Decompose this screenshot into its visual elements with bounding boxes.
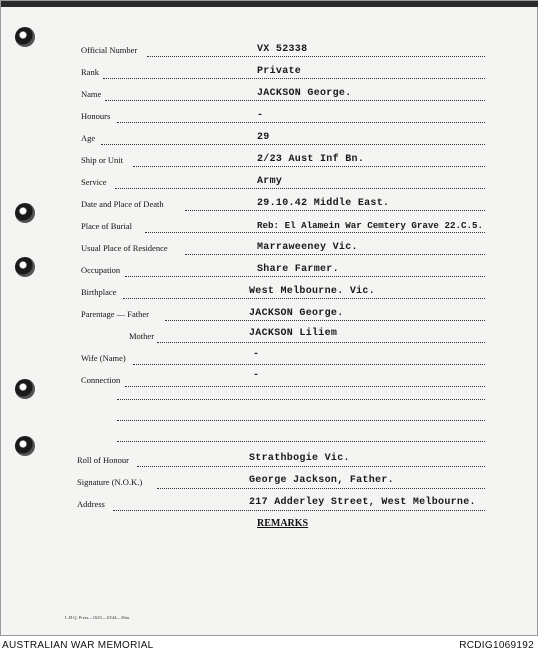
- field-place-of-burial: [1, 221, 538, 237]
- field-value: JACKSON George.: [257, 88, 352, 99]
- field-value: West Melbourne. Vic.: [249, 286, 376, 297]
- field-label: Parentage — Father: [81, 309, 149, 319]
- field-address: [1, 499, 538, 515]
- field-value: VX 52338: [257, 44, 308, 55]
- scan-top-edge: [1, 1, 538, 7]
- field-label: Name: [81, 89, 102, 99]
- leader-dots: [137, 466, 485, 467]
- leader-dots: [147, 56, 485, 57]
- field-label: Ship or Unit: [81, 155, 124, 165]
- leader-dots: [105, 100, 485, 101]
- field-name: [1, 89, 538, 105]
- field-value: 29.10.42 Middle East.: [257, 198, 390, 209]
- leader-dots: [145, 232, 485, 233]
- field-label: Official Number: [81, 45, 138, 55]
- field-label: Age: [81, 133, 96, 143]
- field-value: Strathbogie Vic.: [249, 453, 350, 464]
- field-label: Occupation: [81, 265, 121, 275]
- field-label: Date and Place of Death: [81, 199, 164, 209]
- footer-institution: AUSTRALIAN WAR MEMORIAL: [2, 640, 154, 651]
- blank-line: [117, 399, 485, 400]
- field-label: Birthplace: [81, 287, 117, 297]
- field-value: Private: [257, 66, 302, 77]
- field-service: [1, 177, 538, 193]
- punch-hole-icon: [15, 436, 35, 456]
- field-value: 29: [257, 132, 270, 143]
- field-value: JACKSON George.: [249, 308, 344, 319]
- field-value: -: [253, 349, 260, 360]
- print-note: L.H.Q. Press—1625—10/44—30m.: [65, 615, 131, 620]
- field-honours: [1, 111, 538, 127]
- remarks-heading: REMARKS: [257, 518, 309, 529]
- field-label: Usual Place of Residence: [81, 243, 168, 253]
- field-occupation: [1, 265, 538, 281]
- field-signature: [1, 477, 538, 493]
- field-label: Place of Burial: [81, 221, 132, 231]
- leader-dots: [113, 510, 485, 511]
- field-label: Service: [81, 177, 107, 187]
- leader-dots: [185, 254, 485, 255]
- leader-dots: [101, 144, 485, 145]
- field-value: -: [257, 110, 264, 121]
- leader-dots: [125, 276, 485, 277]
- leader-dots: [157, 342, 485, 343]
- blank-line: [117, 441, 485, 442]
- leader-dots: [123, 298, 485, 299]
- field-label: Honours: [81, 111, 111, 121]
- leader-dots: [133, 166, 485, 167]
- leader-dots: [165, 320, 485, 321]
- field-official-number: [1, 45, 538, 61]
- leader-dots: [185, 210, 485, 211]
- field-connection: [1, 370, 538, 391]
- field-date-place-of-death: [1, 199, 538, 215]
- field-label: Address: [77, 499, 105, 509]
- field-usual-residence: [1, 243, 538, 259]
- field-label: Rank: [81, 67, 99, 77]
- field-birthplace: [1, 287, 538, 303]
- field-wife: [1, 349, 538, 369]
- field-label: Wife (Name): [81, 353, 126, 363]
- field-label: Signature (N.O.K.): [77, 477, 143, 487]
- leader-dots: [157, 488, 485, 489]
- field-parentage-mother: [1, 328, 538, 347]
- leader-dots: [133, 364, 485, 365]
- field-rank: [1, 67, 538, 83]
- field-value: 2/23 Aust Inf Bn.: [257, 154, 365, 165]
- field-value: 217 Adderley Street, West Melbourne.: [249, 497, 476, 508]
- field-value: George Jackson, Father.: [249, 475, 394, 486]
- field-label: Roll of Honour: [77, 455, 129, 465]
- punch-hole-icon: [15, 27, 35, 47]
- field-age: [1, 133, 538, 149]
- field-value: JACKSON Liliem: [249, 328, 338, 339]
- field-label: Connection: [81, 375, 121, 385]
- field-value: Army: [257, 176, 283, 187]
- field-roll-of-honour: [1, 455, 538, 471]
- field-label: Mother: [129, 331, 155, 341]
- field-value: Marraweeney Vic.: [257, 242, 358, 253]
- blank-line: [117, 420, 485, 421]
- field-ship-or-unit: [1, 155, 538, 171]
- leader-dots: [125, 386, 485, 387]
- field-parentage-father: [1, 309, 538, 325]
- leader-dots: [103, 78, 485, 79]
- field-value: -: [253, 370, 260, 381]
- leader-dots: [117, 122, 485, 123]
- leader-dots: [115, 188, 485, 189]
- field-value: Share Farmer.: [257, 264, 339, 275]
- footer-record-id: RCDIG1069192: [459, 640, 534, 651]
- field-value: Reb: El Alamein War Cemtery Grave 22.C.5.: [257, 220, 484, 231]
